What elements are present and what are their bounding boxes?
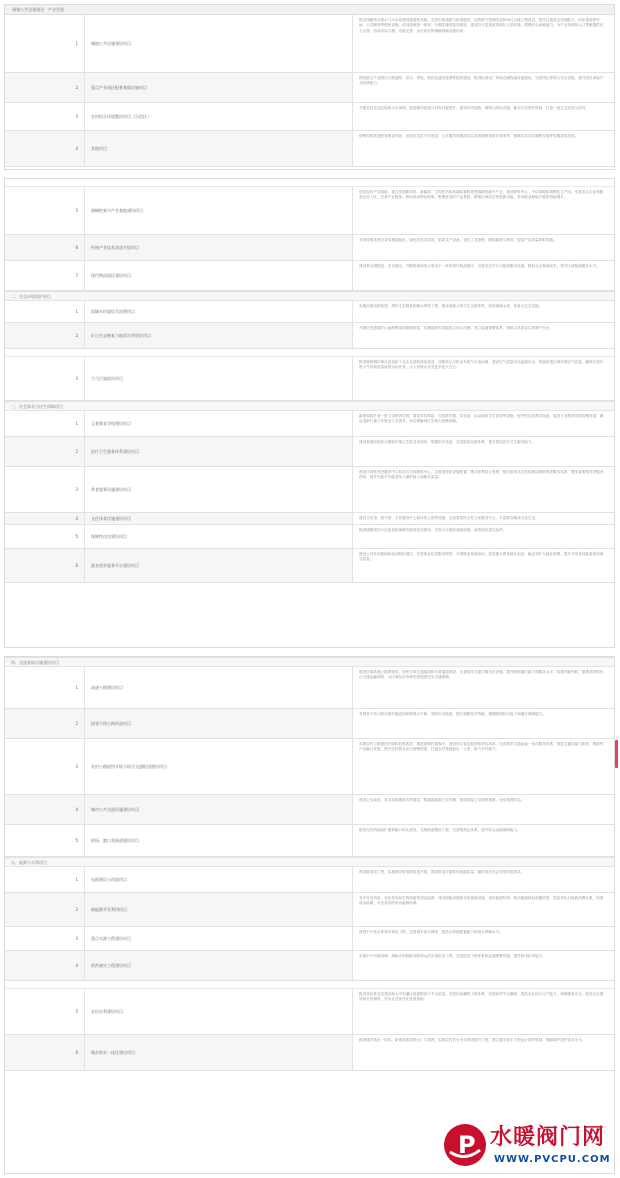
project-name: 文化体育设施建设项目 bbox=[85, 513, 353, 524]
table-spacer bbox=[5, 349, 614, 357]
site-watermark bbox=[428, 1118, 620, 1178]
section-heading: 四、交通基础设施建设项目 bbox=[5, 657, 614, 667]
project-name: 城乡供水一体化建设项目 bbox=[85, 1035, 353, 1070]
table-row bbox=[5, 187, 614, 235]
table-row bbox=[5, 525, 614, 549]
project-name: 高速公路建设项目 bbox=[85, 667, 353, 708]
project-description: 建设输变电工程，实施城乡配电网改造升级，提高供电可靠性和电能质量，满足经济社会发展用电需求。 bbox=[359, 870, 525, 874]
project-description: 实施河道清淤疏浚、堤岸生态修复和截污纳管工程，建设湿地公园与生态缓冲带，改善流域水质，恢复水生态功能。 bbox=[359, 304, 543, 308]
table-block-3 bbox=[4, 656, 615, 1174]
table-row bbox=[5, 709, 614, 739]
project-description: 新建和改扩建一批义务教育学校，增加学位供给，完善教学楼、实验室、运动场和学生宿舍等设施，配齐信息化教学设备，促进义务教育优质均衡发展，满足适龄儿童少年就近入学需求，切实缓解城区学校大班额问题。 bbox=[359, 414, 604, 424]
project-description: 推进城乡供水一体化，新建和改造供水厂与管网，实施农村饮水安全巩固提升工程，建立健全供水工程运行管护机制，保障城乡居民饮水安全。 bbox=[359, 1038, 586, 1042]
project-name: 农村综合环境整治项目（示范区） bbox=[85, 103, 353, 130]
project-description: 建设公共实训基地和创业孵化园区，完善就业信息服务网络，开展职业技能培训，促进重点群体就业创业，稳定和扩大就业规模，提升劳动者技能素质和就业质量。 bbox=[359, 552, 604, 562]
project-name: 现代物流园区建设项目 bbox=[85, 261, 353, 290]
project-name: 重点水源工程建设项目 bbox=[85, 927, 353, 950]
block-header: ·城镇公共设施建设 · 产业发展 bbox=[5, 5, 614, 15]
table-row bbox=[5, 73, 614, 103]
table-row bbox=[5, 131, 614, 167]
table-row bbox=[5, 1035, 614, 1071]
row-group bbox=[5, 667, 614, 857]
project-name: 国省干线公路改造项目 bbox=[85, 709, 353, 738]
table-row bbox=[5, 103, 614, 131]
project-name: 城市公共交通设施建设项目 bbox=[85, 795, 353, 824]
project-name: 防洪减灾工程建设项目 bbox=[85, 951, 353, 980]
project-description: 依托现有产业基础，重点发展新材料、新能源、生物医药和高端装备制造等战略性新兴产业，建设研发中心、中试基地和规模化生产线，引进龙头企业和配套企业入驻，完善产业链条，推动形成特色鲜明、集聚度高的产业集群，增强区域经济发展新动能，带动就业和地方税收持续增长。 bbox=[359, 190, 604, 200]
project-name: 城镇公共设施建设项目 bbox=[85, 15, 353, 72]
project-name: 流域水环境综合治理项目 bbox=[85, 301, 353, 322]
row-number: 7 bbox=[5, 261, 85, 290]
site-url[interactable]: WWW.PVCPU.COM bbox=[494, 1154, 611, 1165]
row-number: 5 bbox=[5, 825, 85, 856]
row-group bbox=[5, 187, 614, 291]
project-name: 机场、港口及航道建设项目 bbox=[85, 825, 353, 856]
table-row bbox=[5, 437, 614, 467]
table-row bbox=[5, 411, 614, 437]
project-name: 传统产业技术改造升级项目 bbox=[85, 235, 353, 260]
site-name: 水暖阀门网 bbox=[490, 1125, 606, 1150]
project-description: 对国省干线公路实施升级改造和路面大中修，消除安全隐患，提升道路技术等级，增强路网抗灾能力和通行保障能力。 bbox=[359, 712, 546, 716]
logo-letter: P bbox=[458, 1131, 476, 1159]
row-number: 1 bbox=[5, 667, 85, 708]
project-description: 开展历史遗留矿山地形整治和植被恢复，实施地质灾害隐患点综合治理，建立监测预警体系，保障人民群众生命财产安全。 bbox=[359, 326, 554, 330]
project-description: 建设区域性养老服务中心和社区日间照料中心，完善适老化设施配置，推动医养结合发展，健全居家社区机构相协调的养老服务体系，增加普惠型养老服务供给，提升失能半失能老年人照护能力和服务质量。 bbox=[359, 470, 604, 480]
row-number: 3 bbox=[5, 467, 85, 512]
table-row bbox=[5, 235, 614, 261]
row-number: 4 bbox=[5, 795, 85, 824]
project-description: 实施中小河流治理、病险水库除险加固和山洪灾害防治工程，完善防洪工程体系和监测预警设施，提升防汛抗旱能力。 bbox=[359, 954, 546, 958]
row-number: 2 bbox=[5, 893, 85, 926]
project-description: 推进城镇老旧小区改造和保障性租赁住房建设，完善小区配套基础设施，改善居民居住条件。 bbox=[359, 528, 507, 532]
table-row bbox=[5, 989, 614, 1035]
table-spacer bbox=[5, 981, 614, 989]
project-description: 建设集仓储配送、多式联运、冷链物流和电子商务于一体的现代物流园区，完善信息平台与配套服务设施，降低社会物流成本，提升区域物流服务水平。 bbox=[359, 264, 600, 268]
row-group bbox=[5, 357, 614, 401]
row-number: 3 bbox=[5, 739, 85, 794]
row-group bbox=[5, 301, 614, 349]
table-row bbox=[5, 927, 614, 951]
table-row bbox=[5, 739, 614, 795]
project-description: 推进城镇供水排水与污水处理设施提档升级，完善市政道路与桥梁配套，加快燃气管网改造和雨污分流工程建设，提升垃圾收运处理能力，同步建设停车场、公共厕所等便民设施。项目按照统一规划、分期实施的原则推进，建成后可显著改善城区人居环境，增强综合承载能力，为产业发展和人口集聚提供有力支撑，形成布局合理、功能完善、运行高效的城镇基础设施体系。 bbox=[359, 18, 604, 33]
row-number: 1 bbox=[5, 15, 85, 72]
row-number: 2 bbox=[5, 73, 85, 102]
project-description: 建设中小型水库和引调水工程，完善城乡供水网络，提高水资源配置能力和供水保障水平。 bbox=[359, 930, 503, 934]
site-logo-icon bbox=[442, 1122, 488, 1168]
table-row bbox=[5, 323, 614, 349]
table-block-1 bbox=[4, 4, 615, 170]
project-name: 义务教育学校建设项目 bbox=[85, 411, 353, 436]
table-block-2 bbox=[4, 178, 615, 648]
project-description: 建设县级医院综合楼和乡镇卫生院业务用房，购置医疗设备，完善院前急救体系，提升基层医疗卫生服务能力。 bbox=[359, 440, 536, 444]
table-row bbox=[5, 667, 614, 709]
table-spacer bbox=[5, 179, 614, 187]
row-number: 6 bbox=[5, 1035, 85, 1070]
row-number: 4 bbox=[5, 131, 85, 166]
section-heading: 五、能源与水利项目 bbox=[5, 857, 614, 867]
section-heading: 二、生态环境保护项目 bbox=[5, 291, 614, 301]
project-description: 建设文化馆、图书馆、全民健身中心和体育公园等设施，完善基层综合性文化服务中心，丰富群众精神文化生活。 bbox=[359, 516, 539, 520]
table-row bbox=[5, 893, 614, 927]
project-name: 就业创业服务平台建设项目 bbox=[85, 549, 353, 582]
project-description: 推进支线机场改扩建和港口码头建设，实施航道整治工程，完善集疏运体系，提升综合运输保障能力。 bbox=[359, 828, 521, 832]
table-row bbox=[5, 867, 614, 893]
row-number: 2 bbox=[5, 323, 85, 348]
project-name: 重点产业园区配套基础设施项目 bbox=[85, 73, 353, 102]
row-number: 5 bbox=[5, 989, 85, 1034]
table-row bbox=[5, 549, 614, 583]
project-description: 实施农村公路提档升级和危桥改造，推进建制村通客车，建设综合客运枢纽和货运场站，完善城乡交通运输一体化服务体系，推进交通运输与旅游、物流等产业融合发展，提升农村群众出行便利程度，打通农村物流最后一公里，助力乡村振兴。 bbox=[359, 742, 604, 752]
project-description: 推进高标准农田建设和大中型灌区续建配套与节水改造，完善田间灌排工程体系，发展高效节水灌溉，提高农业综合生产能力，保障粮食安全，促进农业增效和农民增收，夯实农业现代化发展基础。 bbox=[359, 992, 604, 1002]
project-name: 电网建设与改造项目 bbox=[85, 867, 353, 892]
row-number: 4 bbox=[5, 513, 85, 524]
row-number: 1 bbox=[5, 867, 85, 892]
row-number: 4 bbox=[5, 951, 85, 980]
row-number: 6 bbox=[5, 235, 85, 260]
row-number: 5 bbox=[5, 187, 85, 234]
row-group bbox=[5, 411, 614, 583]
table-row bbox=[5, 261, 614, 291]
scroll-indicator[interactable] bbox=[615, 740, 618, 768]
project-name: 保障性住房建设项目 bbox=[85, 525, 353, 548]
row-number: 5 bbox=[5, 525, 85, 548]
project-description: 围绕重点产业园区开展道路、供水、供电、供热及通信管网等配套建设，推进标准化厂房和仓储物流设施建设，完善园区环保与安全设施，提升园区承接产业转移能力。 bbox=[359, 76, 604, 86]
row-number: 6 bbox=[5, 549, 85, 582]
table-row bbox=[5, 467, 614, 513]
project-name: 医疗卫生服务体系建设项目 bbox=[85, 437, 353, 466]
table-row bbox=[5, 795, 614, 825]
project-description: 支持传统优势企业实施智能化、绿色化技术改造，更新生产设备，优化工艺流程，降低能耗与排放，提高产品质量和附加值。 bbox=[359, 238, 557, 242]
row-group bbox=[5, 867, 614, 981]
table-row bbox=[5, 357, 614, 401]
row-number: 2 bbox=[5, 437, 85, 466]
project-name: 战略性新兴产业基地建设项目 bbox=[85, 187, 353, 234]
project-name: 其他项目 bbox=[85, 131, 353, 166]
project-description: 统筹安排其他配套建设内容，包括信息化平台建设、公共服务设施改造以及前期规划设计咨询等，保障各类项目顺利实施并按期建成投用。 bbox=[359, 134, 579, 138]
table-row bbox=[5, 513, 614, 525]
project-description: 推进区域高速公路网建设，加快互联互通通道和出省通道建设，完善枢纽互通与服务区设施，提升路网通行能力和服务水平，构建内畅外联、便捷高效的综合交通运输网络，为区域经济协调发展提供坚实交通保障。 bbox=[359, 670, 604, 680]
table-row bbox=[5, 951, 614, 981]
project-name: 农田水利建设项目 bbox=[85, 989, 353, 1034]
row-number: 2 bbox=[5, 709, 85, 738]
project-description: 推进燃煤锅炉淘汰改造和工业企业超低排放改造，加强扬尘与机动车尾气污染治理，建设空气质量自动监测站点，持续改善区域环境空气质量，确保完成年度大气环境质量改善目标任务，让人民群众享受更多蓝天白云。 bbox=[359, 360, 604, 370]
table-row bbox=[5, 15, 614, 73]
project-name: 大气污染防治项目 bbox=[85, 357, 353, 400]
row-number: 3 bbox=[5, 103, 85, 130]
project-name: 新能源开发利用项目 bbox=[85, 893, 353, 926]
project-description: 有序开发风电、光伏发电和生物质能等清洁能源，建设储能设施和充电基础设施，优化能源结构，推动能源绿色低碳转型，提高非化石能源消费比重，构建清洁低碳、安全高效的现代能源体系。 bbox=[359, 896, 604, 906]
project-name: 矿山生态修复与地质灾害防治项目 bbox=[85, 323, 353, 348]
row-group bbox=[5, 989, 614, 1071]
row-number: 3 bbox=[5, 357, 85, 400]
table-row bbox=[5, 301, 614, 323]
project-description: 建设公交场站、首末站和港湾式停靠站，购置新能源公交车辆，建设智能公交调度系统，优化线网布局。 bbox=[359, 798, 525, 802]
project-description: 开展农村生活垃圾和污水治理，推进厕所改造与村容村貌提升，建设村内道路、照明与绿化设施，健全长效管护机制，打造一批生态宜居示范村。 bbox=[359, 106, 589, 110]
section-heading: 三、社会事业与民生保障项目 bbox=[5, 401, 614, 411]
table-row bbox=[5, 825, 614, 857]
row-number: 1 bbox=[5, 411, 85, 436]
project-name: 养老服务设施建设项目 bbox=[85, 467, 353, 512]
row-number: 1 bbox=[5, 301, 85, 322]
row-number: 3 bbox=[5, 927, 85, 950]
project-name: 农村公路提档升级与综合交通枢纽建设项目 bbox=[85, 739, 353, 794]
